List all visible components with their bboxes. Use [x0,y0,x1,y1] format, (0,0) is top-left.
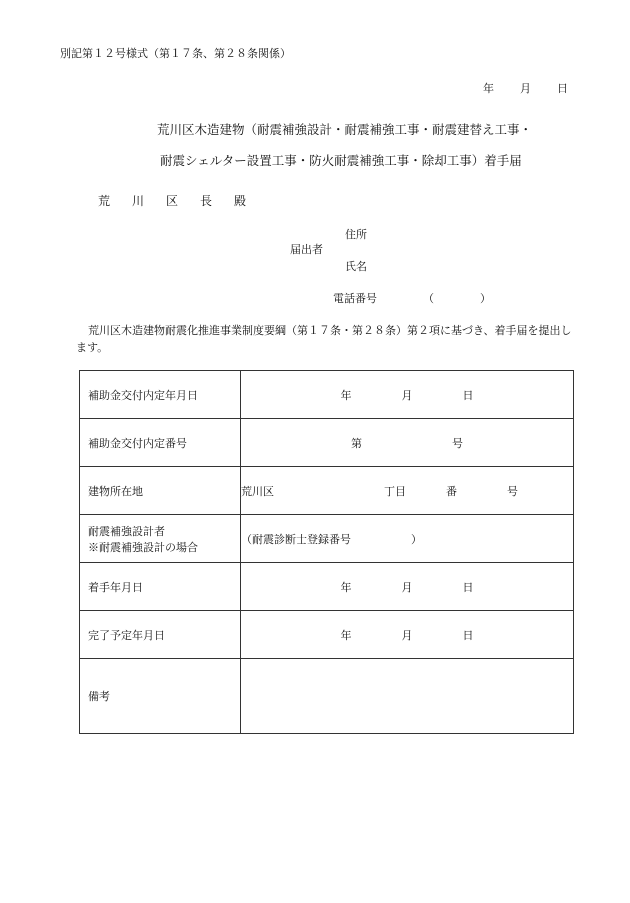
submission-date [457,80,568,96]
year-label: 年 [340,580,352,594]
phone-row [333,290,491,306]
addressee: 荒川区長殿 [98,194,269,208]
grant-number-prefix: 第 [351,436,362,450]
location-ward: 荒川区 [241,484,274,498]
table-row [80,659,574,734]
designer-field[interactable] [241,515,574,563]
completion-date-field[interactable] [241,611,574,659]
document-title-line1: 荒川区木造建物（耐震補強設計・耐震補強工事・耐震建替え工事・ [157,122,533,137]
date-month: 月 [520,82,531,95]
grant-number-suffix: 号 [452,436,463,450]
location-field[interactable] [241,467,574,515]
date-year: 年 [483,82,494,95]
month-label: 月 [401,580,413,594]
table-row [80,515,574,563]
year-label: 年 [340,628,352,642]
phone-paren-open: （ [423,292,434,305]
designer-label-line1: 耐震補強設計者 [88,524,165,538]
day-label: 日 [462,628,474,642]
grant-number-label: 補助金交付内定番号 [80,419,241,467]
phone-label: 電話番号 [333,292,377,305]
day-label: 日 [462,580,474,594]
table-row [80,467,574,515]
table-row [80,563,574,611]
table-row [80,419,574,467]
date-day: 日 [557,82,568,95]
name-label: 氏名 [345,260,367,273]
location-label: 建物所在地 [80,467,241,515]
location-go: 号 [507,484,518,498]
document-title-line2: 耐震シェルター設置工事・防火耐震補強工事・除却工事）着手届 [160,153,522,168]
location-chome: 丁目 [384,484,406,498]
form-reference: 別記第１２号様式（第１７条、第２８条関係） [60,47,291,60]
designer-reg-close: ） [411,532,422,546]
applicant-label: 届出者 [290,243,323,256]
designer-label-line2: ※耐震補強設計の場合 [88,540,198,554]
designer-label [80,515,241,563]
remarks-label: 備考 [80,659,241,734]
month-label: 月 [401,388,413,402]
grant-date-label: 補助金交付内定年月日 [80,371,241,419]
phone-paren-close: ） [480,292,491,305]
grant-number-field[interactable] [241,419,574,467]
completion-date-label: 完了予定年月日 [80,611,241,659]
start-date-field[interactable] [241,563,574,611]
start-date-label: 着手年月日 [80,563,241,611]
month-label: 月 [401,628,413,642]
day-label: 日 [462,388,474,402]
designer-reg-open: （耐震診断士登録番号 [241,532,351,546]
remarks-field[interactable] [241,659,574,734]
table-row [80,371,574,419]
location-ban: 番 [446,484,457,498]
body-text: 荒川区木造建物耐震化推進事業制度要綱（第１７条・第２８条）第２項に基づき、着手届を提出します。 [76,324,572,354]
table-row [80,611,574,659]
application-table [79,370,574,734]
grant-date-field[interactable] [241,371,574,419]
address-label: 住所 [345,228,367,241]
year-label: 年 [340,388,352,402]
